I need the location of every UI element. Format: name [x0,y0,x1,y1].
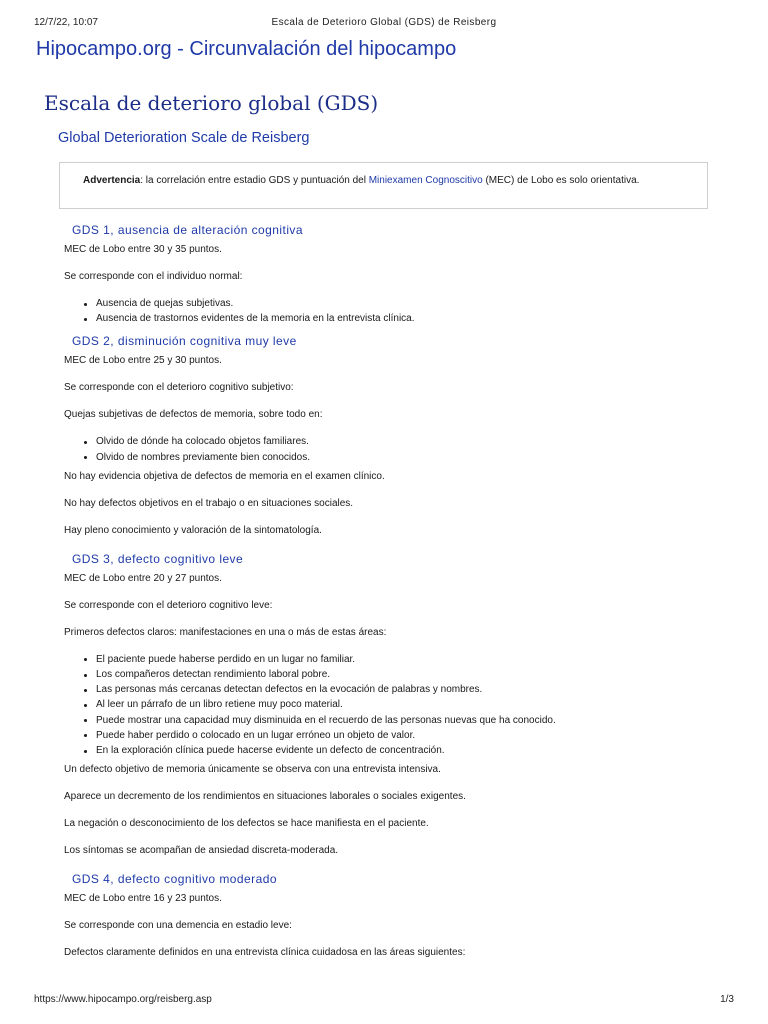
gds3-note: Un defecto objetivo de memoria únicamente se observa con una entrevista intensiva. [64,764,441,776]
gds3-mec-range: MEC de Lobo entre 20 y 27 puntos. [64,572,222,584]
page-url: https://www.hipocampo.org/reisberg.asp [34,994,212,1005]
print-footer [34,994,734,1005]
gds4-description: Se corresponde con una demencia en estadio leve: [64,920,292,932]
gds2-intro: Quejas subjetivas de defectos de memoria, sobre todo en: [64,409,323,421]
list-item: En la exploración clínica puede hacerse evidente un defecto de concentración. [84,743,768,758]
gds2-bullet-list [84,434,768,464]
section-heading-gds2: GDS 2, disminución cognitiva muy leve [72,334,297,349]
section-heading-gds1: GDS 1, ausencia de alteración cognitiva [72,223,304,237]
list-item: Las personas más cercanas detectan defectos en la evocación de palabras y nombres. [84,682,768,697]
list-item: Los compañeros detectan rendimiento laboral pobre. [84,667,768,682]
list-item: El paciente puede haberse perdido en un lugar no familiar. [84,652,768,667]
gds2-note: No hay defectos objetivos en el trabajo o en situaciones sociales. [64,497,354,509]
mec-link[interactable]: Miniexamen Cognoscitivo [368,175,483,186]
gds3-description: Se corresponde con el deterioro cognitivo leve: [64,599,273,611]
gds1-description: Se corresponde con el individuo normal: [64,271,243,282]
list-item: Al leer un párrafo de un libro retiene muy poco material. [84,697,768,712]
gds2-note: No hay evidencia objetiva de defectos de memoria en el examen clínico. [64,470,385,482]
gds1-bullet-list [84,296,768,326]
print-date: 12/7/22, 10:07 [34,17,98,28]
warning-text-after: (MEC) de Lobo es solo orientativa. [482,175,640,186]
list-item: Ausencia de trastornos evidentes de la memoria en la entrevista clínica. [84,311,768,326]
gds4-mec-range: MEC de Lobo entre 16 y 23 puntos. [64,893,222,905]
gds3-intro: Primeros defectos claros: manifestaciones en una o más de estas áreas: [64,626,387,638]
warning-label: Advertencia [83,175,141,186]
list-item: Olvido de dónde ha colocado objetos familiares. [84,434,768,449]
print-page-title: Escala de Deterioro Global (GDS) de Reisberg [271,17,497,28]
site-title-link[interactable]: Hipocampo.org - Circunvalación del hipocampo [36,38,457,60]
warning-box [59,162,708,209]
list-item: Olvido de nombres previamente bien conocidos. [84,450,768,465]
warning-text-before: : la correlación entre estadio GDS y puntuación del [140,175,369,186]
gds3-note: Los síntomas se acompañan de ansiedad discreta-moderada. [64,845,339,857]
page-title: Escala de deterioro global (GDS) [44,91,379,115]
gds1-mec-range: MEC de Lobo entre 30 y 35 puntos. [64,244,222,255]
list-item: Puede haber perdido o colocado en un lugar erróneo un objeto de valor. [84,728,768,743]
gds3-note: La negación o desconocimiento de los defectos se hace manifiesta en el paciente. [64,818,429,830]
article [0,89,768,960]
page-subtitle: Global Deterioration Scale de Reisberg [58,130,310,146]
list-item: Ausencia de quejas subjetivas. [84,296,768,311]
gds2-mec-range: MEC de Lobo entre 25 y 30 puntos. [64,355,222,367]
section-heading-gds3: GDS 3, defecto cognitivo leve [72,551,244,566]
gds4-intro: Defectos claramente definidos en una entrevista clínica cuidadosa en las áreas siguientes: [64,947,466,959]
page-number: 1/3 [720,994,734,1005]
section-heading-gds4: GDS 4, defecto cognitivo moderado [72,872,277,887]
gds2-description: Se corresponde con el deterioro cognitivo subjetivo: [64,382,294,394]
gds3-bullet-list [84,652,768,758]
list-item: Puede mostrar una capacidad muy disminuida en el recuerdo de las personas nuevas que ha conocido. [84,713,768,728]
gds2-note: Hay pleno conocimiento y valoración de la sintomatología. [64,524,322,536]
gds3-note: Aparece un decremento de los rendimientos en situaciones laborales o sociales exigentes. [64,791,466,803]
